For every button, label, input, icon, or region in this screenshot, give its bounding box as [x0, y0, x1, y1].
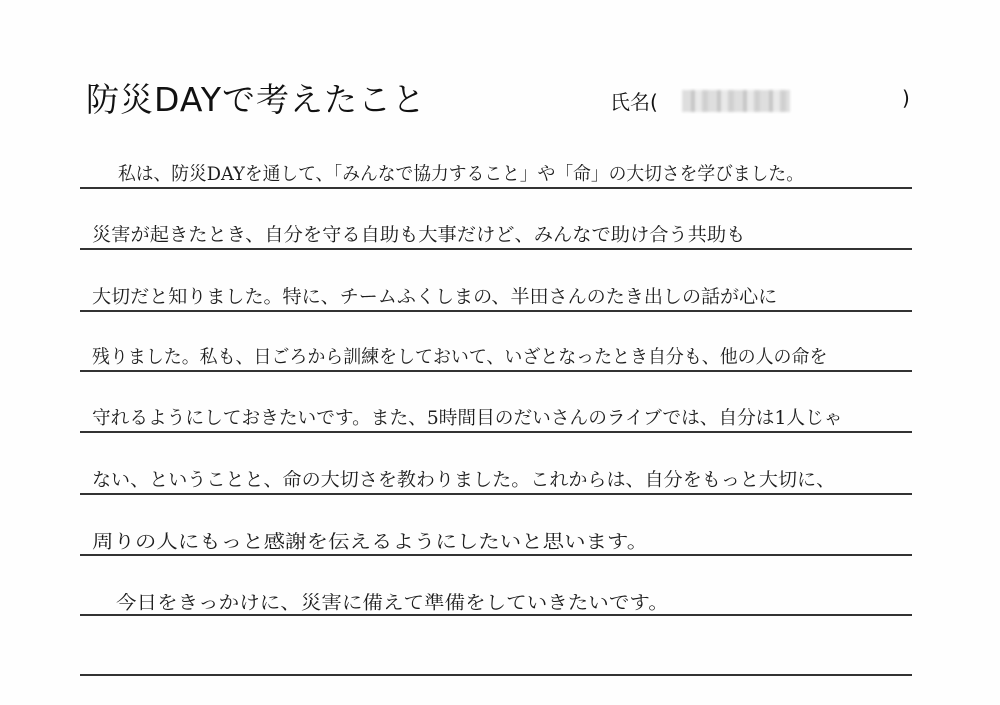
page-title: 防災DAYで考えたこと — [86, 80, 427, 119]
name-close-paren: ) — [902, 86, 910, 110]
essay-line-1: 私は、防災DAYを通して、「みんなで協力すること」や「命」の大切さを学びました。 — [118, 164, 804, 185]
name-field — [610, 86, 920, 118]
essay-line-3: 大切だと知りました。特に、チームふくしまの、半田さんのたき出しの話が心に — [92, 287, 778, 308]
ruled-line — [80, 493, 912, 495]
ruled-line — [80, 248, 912, 250]
ruled-line — [80, 310, 912, 312]
ruled-line — [80, 554, 912, 556]
essay-line-7: 周りの人にもっと感謝を伝えるようにしたいと思います。 — [92, 532, 649, 553]
essay-line-4: 残りました。私も、日ごろから訓練をしておいて、いざとなったとき自分も、他の人の命を — [92, 347, 828, 368]
essay-line-2: 災害が起きたとき、自分を守る自助も大事だけど、みんなで助け合う共助も — [92, 225, 746, 246]
ruled-line — [80, 614, 912, 616]
name-label: 氏名( — [610, 90, 658, 114]
essay-line-5: 守れるようにしておきたいです。また、5時間目のだいさんのライブでは、自分は1人じゃ — [92, 408, 843, 429]
essay-line-6: ない、ということと、命の大切さを教わりました。これからは、自分をもっと大切に、 — [92, 470, 836, 491]
essay-line-8: 今日をきっかけに、災害に備えて準備をしていきたいです。 — [116, 593, 669, 614]
ruled-line — [80, 431, 912, 433]
redacted-name — [682, 90, 790, 112]
ruled-line — [80, 674, 912, 676]
ruled-line — [80, 187, 912, 189]
ruled-line — [80, 370, 912, 372]
